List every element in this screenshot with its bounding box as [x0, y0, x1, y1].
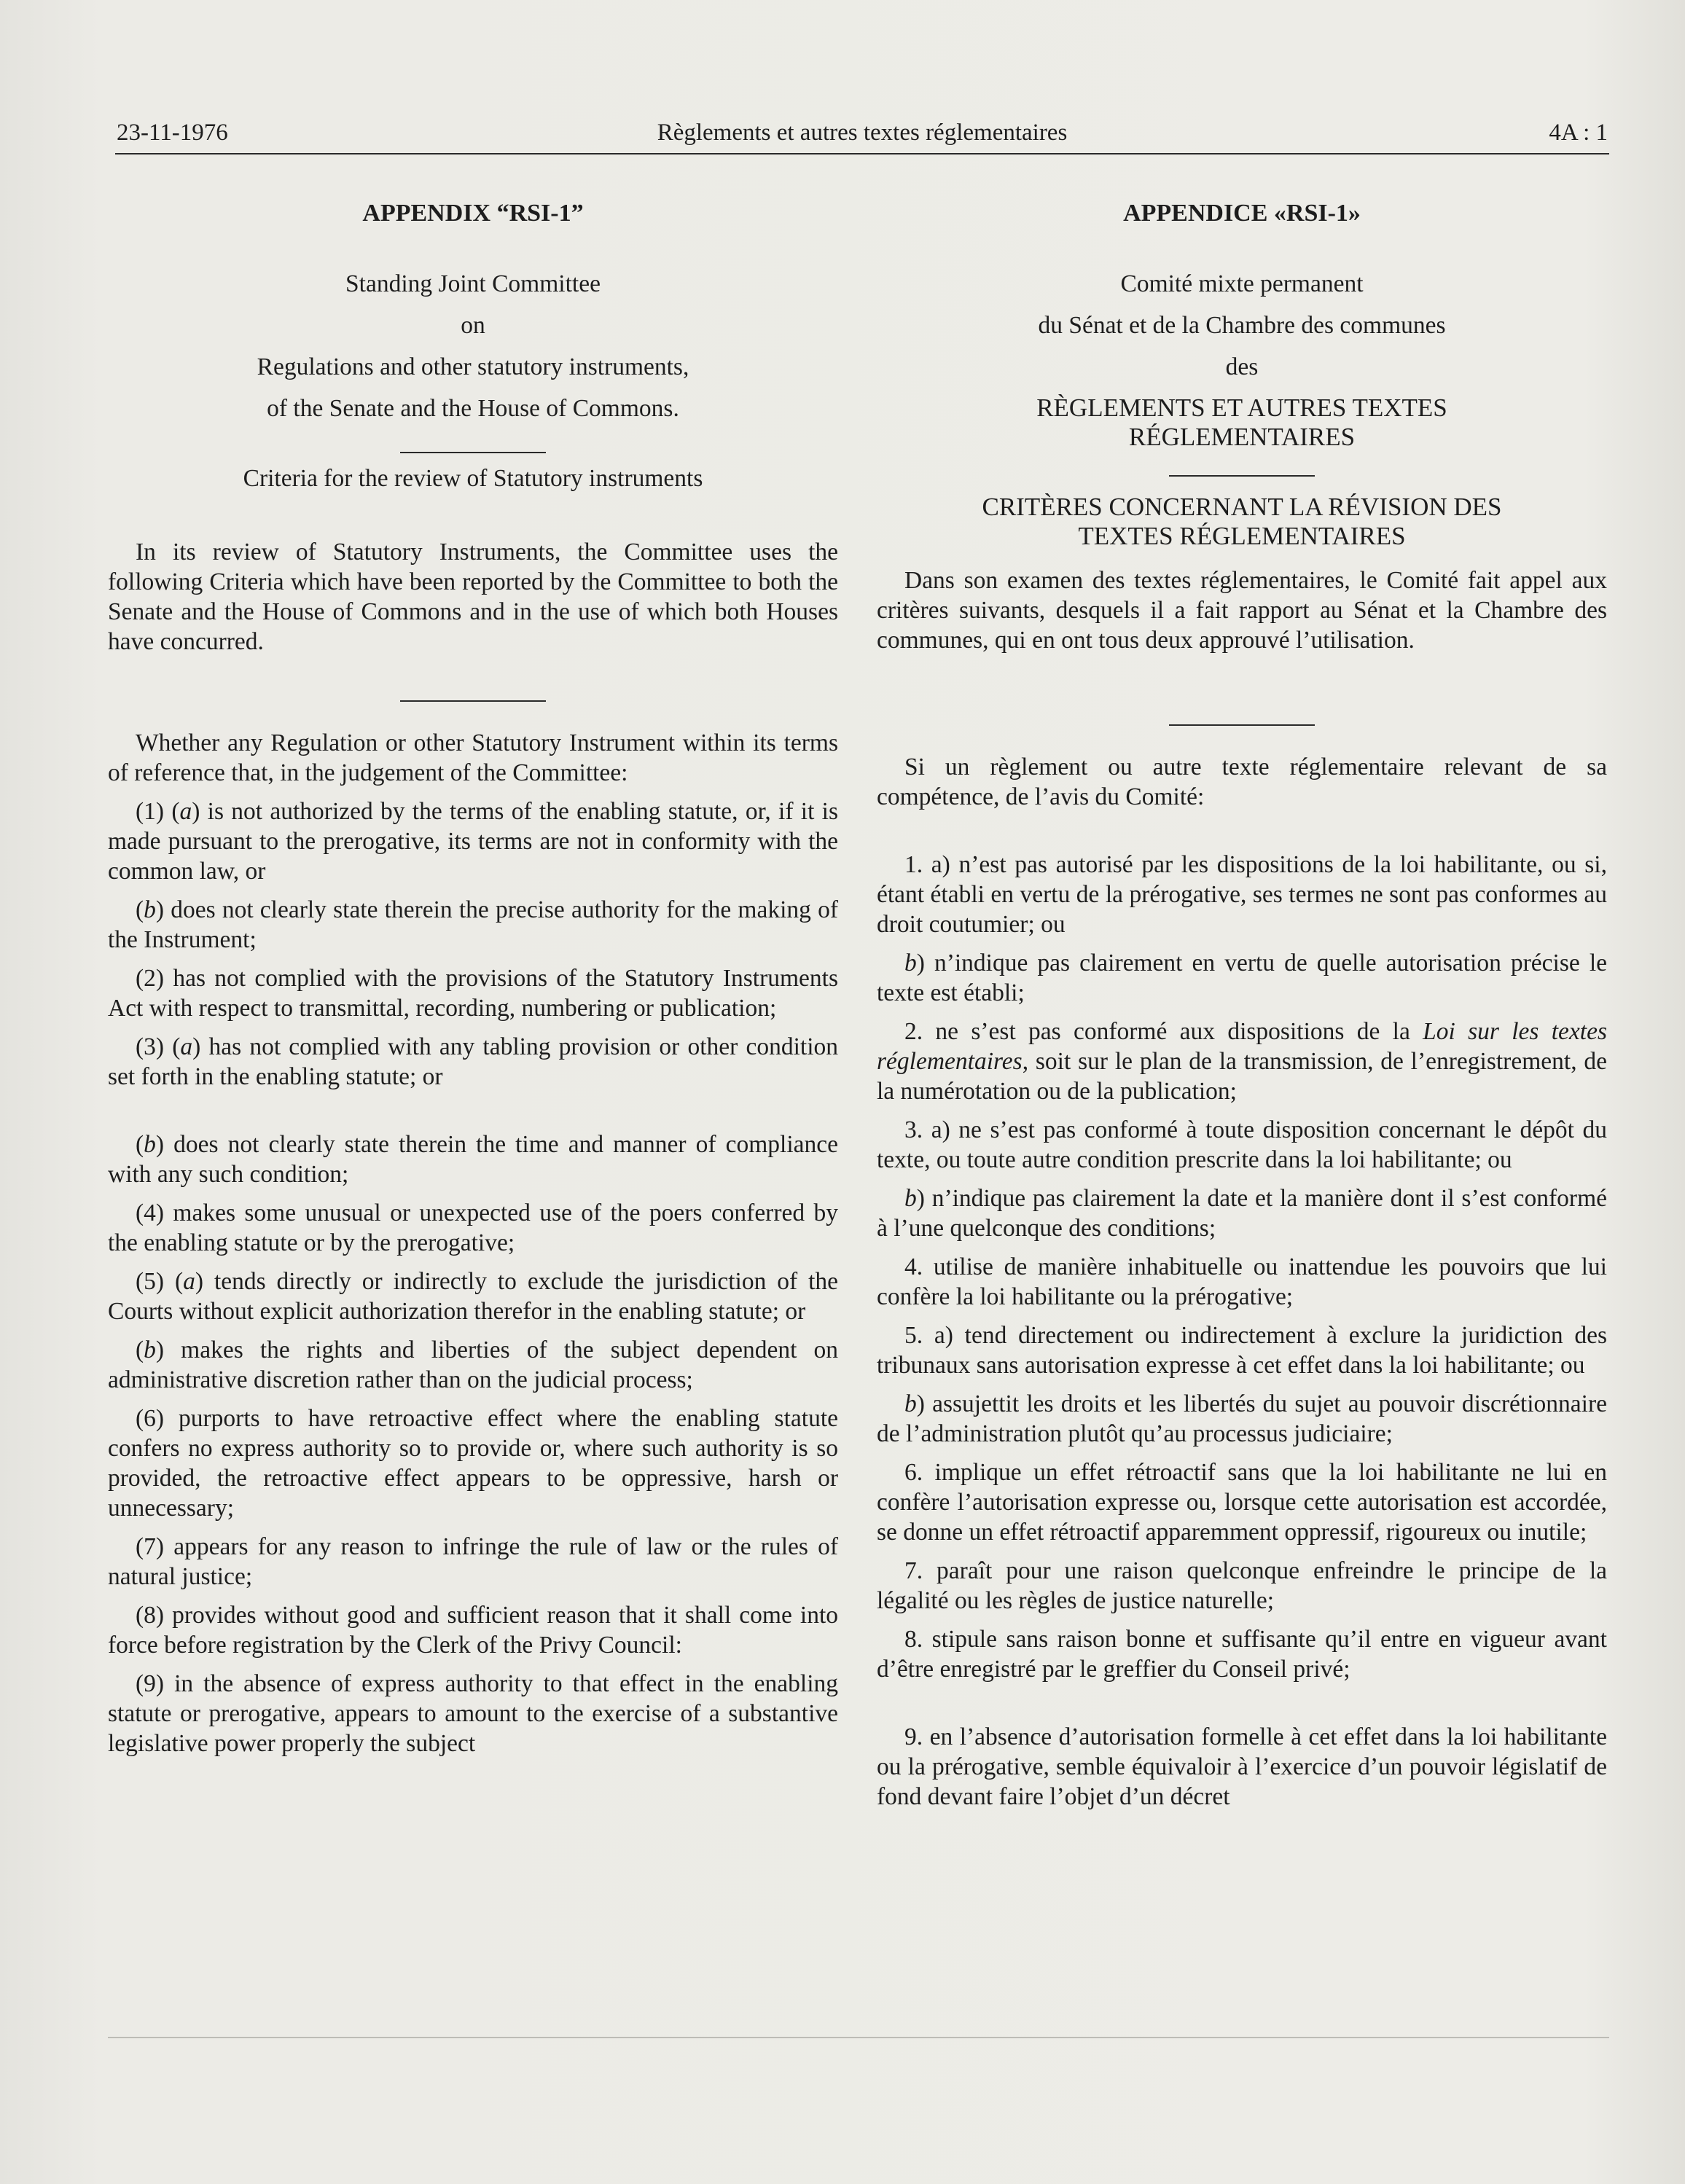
- divider: [1169, 475, 1315, 477]
- criteria-title-line-1-fr: CRITÈRES CONCERNANT LA RÉVISION DES: [982, 493, 1502, 521]
- committee-line-3-fr: des: [1225, 353, 1259, 380]
- criterion-1a-en: (1) (a) is not authorized by the terms of the enabling statute, or, if it is made pursuant to the prerogative, its terms are not in conformity with the common law, or: [108, 798, 839, 885]
- committee-line-2-fr: du Sénat et de la Chambre des communes: [1038, 312, 1446, 339]
- criterion-5a-en: (5) (a) tends directly or indirectly to exclude the jurisdiction of the Courts without explicit authorization therefor in the enabling statute; or: [108, 1268, 838, 1325]
- criteria-title-line-2-fr: TEXTES RÉGLEMENTAIRES: [1078, 522, 1406, 550]
- criterion-2-en: (2) has not complied with the provisions of the Statutory Instruments Act with respect to transmittal, recording, numbering or publication;: [108, 965, 838, 1022]
- committee-line-2-en: on: [461, 312, 485, 339]
- committee-line-1-en: Standing Joint Committee: [345, 270, 601, 297]
- criterion-3b-fr: b) n’indique pas clairement la date et la manière dont il s’est conformé à l’une quelconque des conditions;: [877, 1185, 1607, 1242]
- lead-paragraph-fr: Si un règlement ou autre texte réglementaire relevant de sa compétence, de l’avis du Comité:: [877, 754, 1607, 810]
- intro-paragraph-en: In its review of Statutory Instruments, the Committee uses the following Criteria which have been reported by the Committee to both the Senate and the House of Commons and in the use of which both Houses have concurred.: [108, 539, 838, 655]
- criterion-6-fr: 6. implique un effet rétroactif sans que la loi habilitante ne lui en confère l’autorisation expresse ou, lorsque cette autorisation est accordée, se donne un effet rétroactif apparemment oppressif, rigoureux ou inutile;: [877, 1459, 1607, 1546]
- criterion-3b-en: (b) does not clearly state therein the time and manner of compliance with any such condition;: [108, 1131, 838, 1188]
- committee-line-5-fr: RÉGLEMENTAIRES: [1128, 423, 1356, 451]
- intro-paragraph-fr: Dans son examen des textes réglementaires, le Comité fait appel aux critères suivants, desquels il a fait rapport au Sénat et la Chambre des communes, qui en ont tous deux approuvé l’utilisation.: [877, 567, 1607, 654]
- criterion-1b-en: (b) does not clearly state therein the precise authority for the making of the Instrument;: [108, 896, 838, 953]
- footer-rule: [108, 2037, 1609, 2038]
- divider: [400, 700, 546, 702]
- french-column: [877, 189, 1607, 1812]
- criterion-2-fr: 2. ne s’est pas conformé aux dispositions de la Loi sur les textes réglementaires, soit sur le plan de la transmission, de l’enregistrement, de la numérotation ou de la publication;: [877, 1018, 1608, 1105]
- committee-line-3-en: Regulations and other statutory instruments,: [257, 353, 689, 380]
- criterion-8-fr: 8. stipule sans raison bonne et suffisante qu’il entre en vigueur avant d’être enregistré par le greffier du Conseil privé;: [877, 1626, 1607, 1683]
- english-column: [108, 189, 838, 1758]
- page-header: [115, 117, 1609, 154]
- divider: [400, 452, 546, 453]
- criterion-4-fr: 4. utilise de manière inhabituelle ou inattendue les pouvoirs que lui confère la loi habilitante ou la prérogative;: [877, 1253, 1607, 1310]
- criteria-title-en: Criteria for the review of Statutory instruments: [243, 465, 703, 492]
- committee-line-1-fr: Comité mixte permanent: [1120, 270, 1364, 297]
- criterion-1b-fr: b) n’indique pas clairement en vertu de quelle autorisation précise le texte est établi;: [877, 950, 1607, 1006]
- criterion-4-en: (4) makes some unusual or unexpected use of the poers conferred by the enabling statute or by the prerogative;: [108, 1199, 838, 1256]
- criterion-8-en: (8) provides without good and sufficient reason that it shall come into force before registration by the Clerk of the Privy Council:: [108, 1602, 838, 1659]
- lead-paragraph-en: Whether any Regulation or other Statutory Instrument within its terms of reference that, in the judgement of the Committee:: [108, 729, 838, 786]
- criterion-3a-en: (3) (a) has not complied with any tabling provision or other condition set forth in the enabling statute; or: [108, 1033, 838, 1090]
- criterion-7-en: (7) appears for any reason to infringe the rule of law or the rules of natural justice;: [108, 1533, 838, 1590]
- appendix-title-fr: APPENDICE «RSI-1»: [1123, 200, 1361, 227]
- header-date: 23-11-1976: [117, 120, 228, 146]
- divider: [1169, 724, 1315, 726]
- criterion-1a-fr: 1. a) n’est pas autorisé par les dispositions de la loi habilitante, ou si, étant établi en vertu de la prérogative, ses termes ne sont pas conformes au droit coutumier; ou: [877, 851, 1607, 938]
- committee-line-4-fr: RÈGLEMENTS ET AUTRES TEXTES: [1036, 394, 1447, 422]
- criterion-5b-fr: b) assujettit les droits et les libertés du sujet au pouvoir discrétionnaire de l’administration plutôt qu’au processus judiciaire;: [877, 1390, 1607, 1447]
- committee-line-4-en: of the Senate and the House of Commons.: [267, 395, 679, 422]
- criterion-5b-en: (b) makes the rights and liberties of the subject dependent on administrative discretion rather than on the judicial process;: [108, 1336, 838, 1393]
- criterion-9-en: (9) in the absence of express authority to that effect in the enabling statute or prerogative, appears to amount to the exercise of a substantive legislative power properly the subject: [108, 1670, 838, 1757]
- criterion-9-fr: 9. en l’absence d’autorisation formelle à cet effet dans la loi habilitante ou la prérogative, semble équivaloir à l’exercice d’un pouvoir législatif de fond devant faire l’objet d’un décret: [877, 1723, 1607, 1810]
- criterion-5a-fr: 5. a) tend directement ou indirectement à exclure la juridiction des tribunaux sans autorisation expresse à cet effet dans la loi habilitante; ou: [877, 1322, 1607, 1379]
- appendix-title-en: APPENDIX “RSI-1”: [362, 200, 584, 227]
- criterion-6-en: (6) purports to have retroactive effect where the enabling statute confers no express authority so to provide or, where such authority is so provided, the retroactive effect appears to be oppressive, harsh or unnecessary;: [108, 1405, 838, 1522]
- criterion-3a-fr: 3. a) ne s’est pas conformé à toute disposition concernant le dépôt du texte, ou toute autre condition prescrite dans la loi habilitante; ou: [877, 1116, 1607, 1173]
- criterion-7-fr: 7. paraît pour une raison quelconque enfreindre le principe de la légalité ou les règles de justice naturelle;: [877, 1557, 1607, 1614]
- header-title: Règlements et autres textes réglementaires: [657, 120, 1068, 146]
- header-page-number: 4A : 1: [1549, 120, 1608, 146]
